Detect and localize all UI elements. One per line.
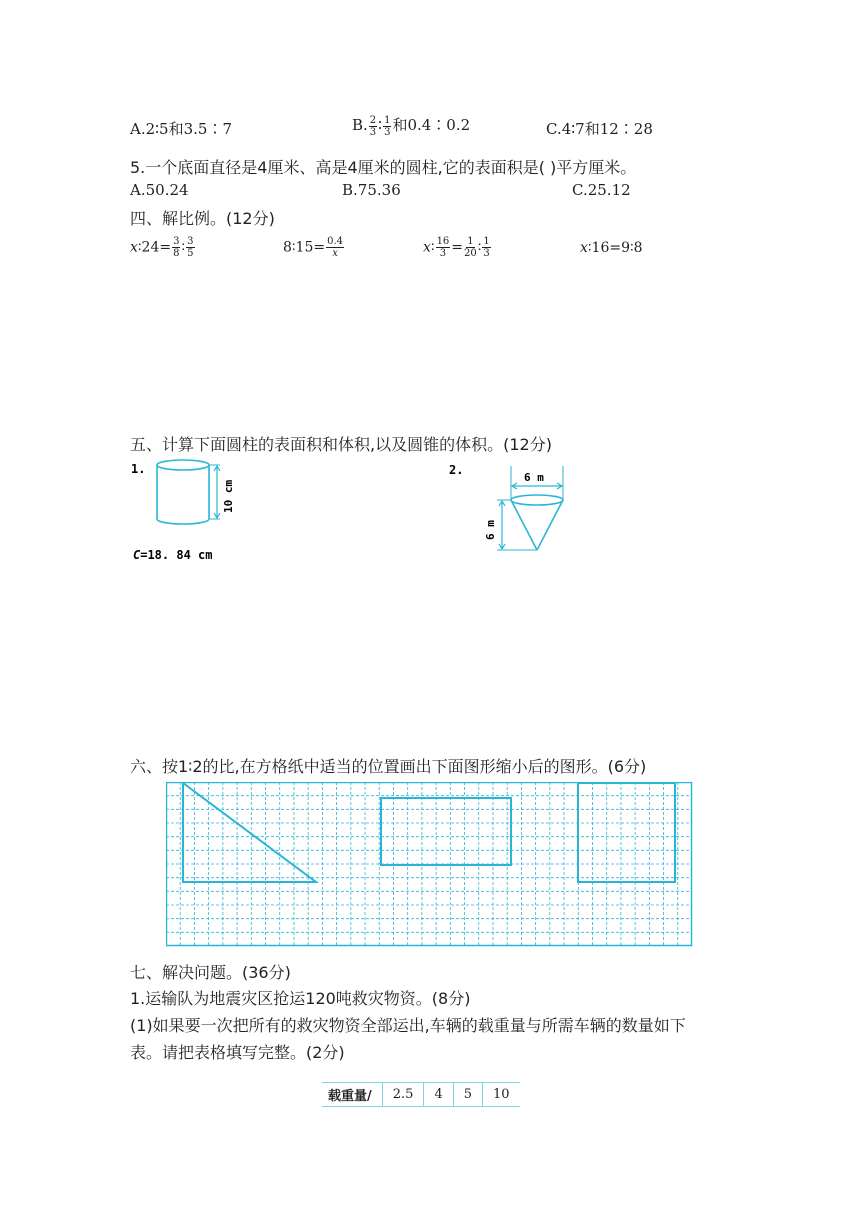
variable-x: x xyxy=(423,239,431,256)
eq-text: ∶16=9∶8 xyxy=(587,240,643,256)
question-1-1-line-1: (1)如果要一次把所有的救灾物资全部运出,车辆的载重量与所需车辆的数量如下 xyxy=(130,1016,686,1035)
fraction xyxy=(383,115,391,138)
section-5-title: 五、计算下面圆柱的表面积和体积,以及圆锥的体积。(12分) xyxy=(130,435,552,454)
numerator: 1 xyxy=(384,114,391,126)
load-table xyxy=(322,1082,520,1107)
table-cell: 5 xyxy=(453,1083,482,1107)
q5-stem: 5.一个底面直径是4厘米、高是4厘米的圆柱,它的表面积是( )平方厘米。 xyxy=(130,158,637,177)
circumference-value: =18. 84 cm xyxy=(140,548,213,562)
cylinder-figure xyxy=(125,455,265,567)
rectangle-shape xyxy=(381,798,511,865)
numerator: 3 xyxy=(187,236,194,247)
equals: = xyxy=(451,239,464,256)
table-cell: 10 xyxy=(483,1083,520,1107)
grid-paper xyxy=(166,782,694,948)
colon: ∶ xyxy=(430,239,435,256)
equation-3 xyxy=(423,236,492,259)
colon: ∶ xyxy=(181,239,186,256)
circumference-label xyxy=(133,548,212,562)
cylinder-bottom xyxy=(157,519,209,524)
fraction xyxy=(186,236,194,259)
figure-2-label: 2. xyxy=(449,463,464,477)
fraction xyxy=(482,236,490,259)
q5-option-c: C.25.12 xyxy=(572,181,631,199)
cylinder-height-label: 10 cm xyxy=(222,479,235,513)
numerator: 1 xyxy=(467,236,474,247)
option-b-suffix: 和0.4∶0.2 xyxy=(392,116,471,134)
section-4-title: 四、解比例。(12分) xyxy=(130,209,275,228)
option-b xyxy=(352,114,470,138)
option-b-prefix: B. xyxy=(352,116,368,134)
table-row xyxy=(322,1083,520,1107)
table-cell: 2.5 xyxy=(382,1083,424,1107)
denominator: x xyxy=(332,248,338,259)
equation-1 xyxy=(130,236,196,259)
cone-figure xyxy=(445,460,575,560)
section-6-title: 六、按1∶2的比,在方格纸中适当的位置画出下面图形缩小后的图形。(6分) xyxy=(130,757,647,776)
denominator: 5 xyxy=(187,248,194,259)
eq-text: ∶24= xyxy=(137,239,172,256)
cone-side-right xyxy=(537,500,563,550)
q5-option-b: B.75.36 xyxy=(342,181,401,199)
cone-height-label: 6 m xyxy=(484,520,497,540)
table-header-cell: 载重量/ xyxy=(328,1089,372,1104)
denominator: 3 xyxy=(369,126,377,138)
fraction xyxy=(464,236,477,259)
eq-text: 8∶15= xyxy=(283,239,326,256)
cone-diameter-label: 6 m xyxy=(524,471,544,484)
colon: ∶ xyxy=(477,239,482,256)
denominator: 3 xyxy=(384,126,391,138)
q5-option-a: A.50.24 xyxy=(130,181,189,199)
equation-4 xyxy=(580,240,643,256)
option-c: C.4∶7和12∶28 xyxy=(546,120,653,138)
fraction xyxy=(326,236,344,259)
numerator: 1 xyxy=(483,236,490,247)
circumference-variable: C xyxy=(133,548,141,562)
equation-2 xyxy=(283,236,345,259)
variable-x: x xyxy=(130,239,138,256)
question-1: 1.运输队为地震灾区抢运120吨救灾物资。(8分) xyxy=(130,989,471,1008)
section-7-title: 七、解决问题。(36分) xyxy=(130,963,291,982)
cone-side-left xyxy=(511,500,537,550)
colon: ∶ xyxy=(378,116,383,134)
fraction xyxy=(436,236,451,259)
numerator: 16 xyxy=(436,236,450,247)
variable-x: x xyxy=(580,240,588,256)
fraction xyxy=(172,236,180,259)
fraction xyxy=(369,115,377,138)
cone-base xyxy=(511,495,563,505)
denominator: 8 xyxy=(173,248,180,259)
denominator: 3 xyxy=(483,248,490,259)
figure-1-label: 1. xyxy=(131,462,146,476)
table-cell: 4 xyxy=(424,1083,453,1107)
denominator: 20 xyxy=(464,248,477,259)
numerator: 2 xyxy=(369,114,377,126)
cylinder-top xyxy=(157,460,209,470)
question-1-1-line-2: 表。请把表格填写完整。(2分) xyxy=(130,1043,345,1062)
triangle-shape xyxy=(183,783,316,882)
numerator: 3 xyxy=(173,236,180,247)
numerator: 0.4 xyxy=(327,236,344,247)
denominator: 3 xyxy=(439,248,447,259)
option-a: A.2∶5和3.5∶7 xyxy=(130,120,232,138)
